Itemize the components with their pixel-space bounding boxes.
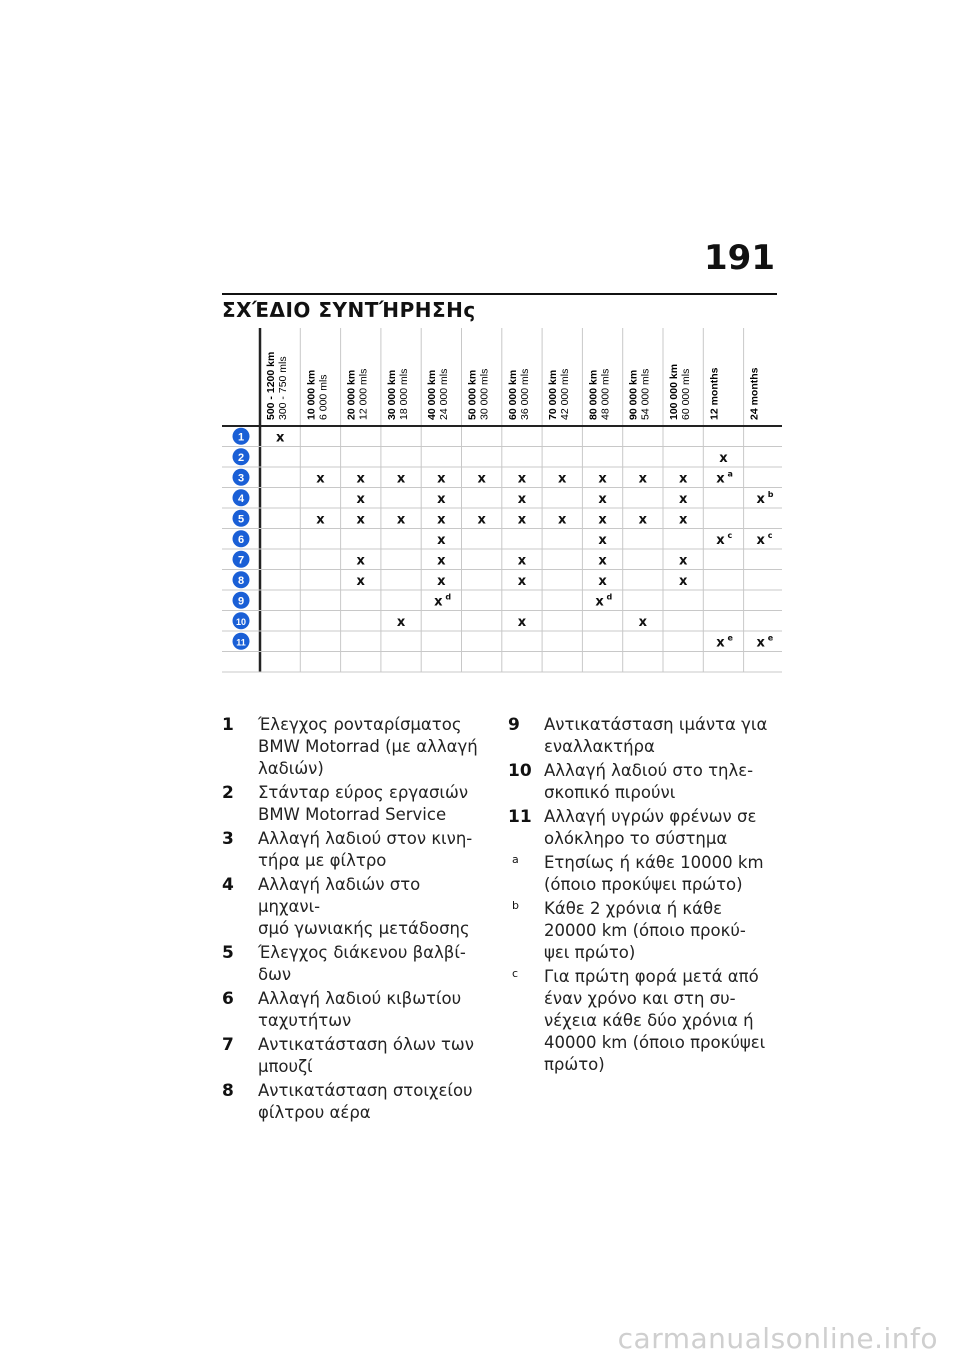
schedule-mark: x bbox=[598, 512, 607, 528]
schedule-mark: x bbox=[356, 512, 365, 528]
column-header-primary: 40 000 km bbox=[426, 369, 439, 420]
schedule-mark: x bbox=[437, 491, 446, 507]
schedule-mark: x bbox=[316, 512, 325, 528]
schedule-mark: x bbox=[437, 553, 446, 569]
schedule-mark-footnote: b bbox=[767, 489, 774, 499]
row-number: 6 bbox=[237, 533, 245, 546]
schedule-mark: x bbox=[356, 471, 365, 487]
schedule-mark: x bbox=[716, 532, 725, 548]
schedule-mark: x bbox=[396, 512, 406, 528]
schedule-mark: x bbox=[595, 594, 604, 610]
legend-item bbox=[222, 988, 487, 1032]
schedule-mark: x bbox=[678, 471, 688, 487]
column-header bbox=[749, 367, 761, 420]
legend-number: 11 bbox=[508, 807, 532, 827]
column-header-primary: 500 - 1200 km bbox=[265, 351, 277, 420]
legend-text: Για πρώτη φορά μετά από έναν χρόνο και στη συ- νέχεια κάθε δύο χρόνια ή 40000 km (όποιο προκύψει πρώτο) bbox=[544, 967, 766, 1074]
column-header bbox=[386, 369, 410, 420]
column-header bbox=[547, 369, 571, 420]
schedule-mark-footnote: c bbox=[727, 530, 733, 540]
legend-text: Αλλαγή λαδιού κιβωτίου ταχυτήτων bbox=[258, 989, 462, 1030]
legend-text: Κάθε 2 χρόνια ή κάθε 20000 km (όποιο προκύ- ψει πρώτο) bbox=[544, 899, 746, 962]
schedule-mark: x bbox=[756, 635, 765, 651]
schedule-mark: x bbox=[356, 573, 365, 589]
row-number: 5 bbox=[237, 513, 245, 526]
schedule-mark: x bbox=[558, 512, 567, 528]
legend-number: 5 bbox=[222, 943, 234, 963]
column-header-primary: 50 000 km bbox=[466, 369, 479, 420]
legend-left bbox=[222, 714, 487, 1126]
column-header-primary: 80 000 km bbox=[587, 369, 600, 420]
schedule-mark-footnote: e bbox=[767, 633, 774, 643]
schedule-mark: x bbox=[437, 512, 446, 528]
schedule-mark: x bbox=[598, 471, 607, 487]
column-header-primary: 100 000 km bbox=[668, 363, 680, 420]
column-header bbox=[708, 367, 720, 420]
column-header-primary: 70 000 km bbox=[547, 369, 560, 420]
legend-item bbox=[222, 782, 487, 826]
schedule-mark: x bbox=[598, 532, 607, 548]
legend-text: Στάνταρ εύρος εργασιών BMW Motorrad Service bbox=[258, 783, 469, 824]
page-number: 191 bbox=[704, 238, 775, 278]
column-header-primary: 90 000 km bbox=[627, 369, 640, 420]
schedule-mark: x bbox=[517, 614, 527, 630]
legend-item bbox=[508, 966, 778, 1076]
row-number: 2 bbox=[237, 451, 245, 464]
column-header-primary: 60 000 km bbox=[506, 369, 519, 420]
column-header bbox=[346, 369, 370, 420]
legend-item bbox=[222, 1080, 487, 1124]
legend-text: Αλλαγή λαδιού στο τηλε- σκοπικό πιρούνι bbox=[544, 761, 754, 802]
legend-number: 7 bbox=[222, 1035, 234, 1055]
schedule-mark: x bbox=[434, 594, 443, 610]
schedule-mark: x bbox=[356, 553, 365, 569]
column-header bbox=[628, 369, 652, 420]
footnote-marker: c bbox=[512, 967, 519, 980]
legend-number: 1 bbox=[222, 715, 234, 735]
schedule-mark-footnote: c bbox=[767, 530, 773, 540]
legend-number: 2 bbox=[222, 783, 234, 803]
schedule-mark: x bbox=[437, 573, 446, 589]
legend-text: Αντικατάσταση στοιχείου φίλτρου αέρα bbox=[258, 1081, 473, 1122]
schedule-mark: x bbox=[477, 471, 486, 487]
footnote-marker: a bbox=[512, 853, 519, 866]
schedule-mark: x bbox=[756, 491, 765, 507]
schedule-mark: x bbox=[437, 471, 446, 487]
column-header-secondary: 300 - 750 mls bbox=[277, 356, 289, 420]
schedule-mark: x bbox=[638, 614, 648, 630]
legend-number: 8 bbox=[222, 1081, 234, 1101]
column-header-primary: 24 months bbox=[748, 367, 761, 420]
legend-item bbox=[508, 898, 778, 964]
column-header-secondary: 60 000 mls bbox=[680, 368, 692, 420]
legend-item bbox=[222, 828, 487, 872]
schedule-mark: x bbox=[517, 573, 527, 589]
schedule-mark: x bbox=[517, 491, 527, 507]
column-header-primary: 10 000 km bbox=[305, 369, 318, 420]
column-header-secondary: 6 000 mls bbox=[317, 374, 330, 420]
column-header-secondary: 42 000 mls bbox=[559, 368, 572, 420]
row-number: 11 bbox=[236, 637, 246, 648]
column-header-secondary: 18 000 mls bbox=[397, 368, 410, 420]
schedule-mark: x bbox=[598, 553, 607, 569]
legend-item bbox=[508, 760, 778, 804]
legend-text: Αλλαγή υγρών φρένων σε ολόκληρο το σύστημα bbox=[544, 807, 757, 848]
maintenance-schedule-table bbox=[222, 328, 782, 708]
schedule-mark: x bbox=[396, 471, 406, 487]
legend-item bbox=[222, 942, 487, 986]
column-header bbox=[305, 370, 329, 420]
column-header bbox=[507, 369, 531, 420]
schedule-mark-footnote: e bbox=[727, 633, 733, 643]
schedule-mark: x bbox=[275, 430, 285, 446]
row-number: 8 bbox=[237, 574, 245, 587]
column-header-secondary: 12 000 mls bbox=[357, 368, 370, 420]
legend-number: 9 bbox=[508, 715, 520, 735]
schedule-mark: x bbox=[678, 573, 688, 589]
schedule-mark: x bbox=[517, 512, 527, 528]
schedule-mark: x bbox=[356, 491, 365, 507]
row-number: 1 bbox=[237, 431, 245, 444]
schedule-mark-footnote: d bbox=[445, 592, 452, 602]
column-header-primary: 12 months bbox=[708, 367, 721, 420]
column-header-secondary: 24 000 mls bbox=[438, 368, 451, 420]
column-header bbox=[426, 369, 450, 420]
column-header-secondary: 30 000 mls bbox=[478, 368, 491, 420]
column-header bbox=[587, 369, 611, 420]
column-header-secondary: 48 000 mls bbox=[599, 368, 612, 420]
row-number: 7 bbox=[237, 554, 245, 567]
legend-item bbox=[508, 714, 778, 758]
watermark: carmanualsonline.info bbox=[617, 1322, 938, 1355]
schedule-mark: x bbox=[638, 512, 648, 528]
schedule-mark-footnote: a bbox=[727, 469, 733, 479]
column-header bbox=[668, 364, 692, 420]
legend-item bbox=[222, 1034, 487, 1078]
schedule-mark: x bbox=[437, 532, 446, 548]
row-number: 3 bbox=[237, 472, 245, 485]
legend-number: 10 bbox=[508, 761, 532, 781]
legend-text: Αλλαγή λαδιών στο μηχανι- σμό γωνιακής μετάδοσης bbox=[258, 875, 470, 938]
legend-text: Αντικατάσταση όλων των μπουζί bbox=[258, 1035, 474, 1076]
column-header-secondary: 54 000 mls bbox=[639, 368, 652, 420]
schedule-mark: x bbox=[558, 471, 567, 487]
schedule-mark: x bbox=[638, 471, 648, 487]
schedule-mark: x bbox=[678, 491, 688, 507]
schedule-mark: x bbox=[396, 614, 406, 630]
legend-text: Έλεγχος ρονταρίσματος BMW Motorrad (με αλλαγή λαδιών) bbox=[258, 715, 478, 778]
footnote-marker: b bbox=[512, 899, 519, 912]
column-header-primary: 20 000 km bbox=[345, 369, 358, 420]
schedule-mark-footnote: d bbox=[606, 592, 613, 602]
legend-number: 6 bbox=[222, 989, 234, 1009]
legend-item bbox=[222, 874, 487, 940]
schedule-mark: x bbox=[756, 532, 765, 548]
legend-number: 4 bbox=[222, 875, 234, 895]
section-title: ΣΧΈΔΙΟ ΣΥΝΤΉΡΗΣΗς bbox=[222, 298, 476, 322]
legend-item bbox=[508, 806, 778, 850]
legend-text: Αντικατάσταση ιμάντα για εναλλακτήρα bbox=[544, 715, 768, 756]
column-header bbox=[265, 352, 289, 420]
schedule-mark: x bbox=[517, 471, 527, 487]
title-rule bbox=[222, 293, 777, 295]
schedule-mark: x bbox=[477, 512, 486, 528]
schedule-mark: x bbox=[598, 491, 607, 507]
schedule-mark: x bbox=[716, 471, 725, 487]
legend-number: 3 bbox=[222, 829, 234, 849]
column-header bbox=[467, 369, 491, 420]
schedule-mark: x bbox=[719, 450, 728, 466]
schedule-mark: x bbox=[678, 512, 688, 528]
column-header-primary: 30 000 km bbox=[385, 369, 398, 420]
legend-item bbox=[508, 852, 778, 896]
row-number: 10 bbox=[235, 616, 247, 627]
schedule-mark: x bbox=[678, 553, 688, 569]
row-number: 9 bbox=[237, 595, 245, 608]
legend-text: Ετησίως ή κάθε 10000 km (όποιο προκύψει πρώτο) bbox=[544, 853, 764, 894]
row-number: 4 bbox=[237, 492, 245, 505]
schedule-mark: x bbox=[598, 573, 607, 589]
schedule-mark: x bbox=[316, 471, 325, 487]
schedule-mark: x bbox=[517, 553, 527, 569]
column-header-secondary: 36 000 mls bbox=[518, 368, 531, 420]
legend-text: Έλεγχος διάκενου βαλβί- δων bbox=[258, 943, 466, 984]
legend-text: Αλλαγή λαδιού στον κινη- τήρα με φίλτρο bbox=[258, 829, 473, 870]
legend-item bbox=[222, 714, 487, 780]
schedule-mark: x bbox=[716, 635, 725, 651]
legend-right bbox=[508, 714, 778, 1078]
